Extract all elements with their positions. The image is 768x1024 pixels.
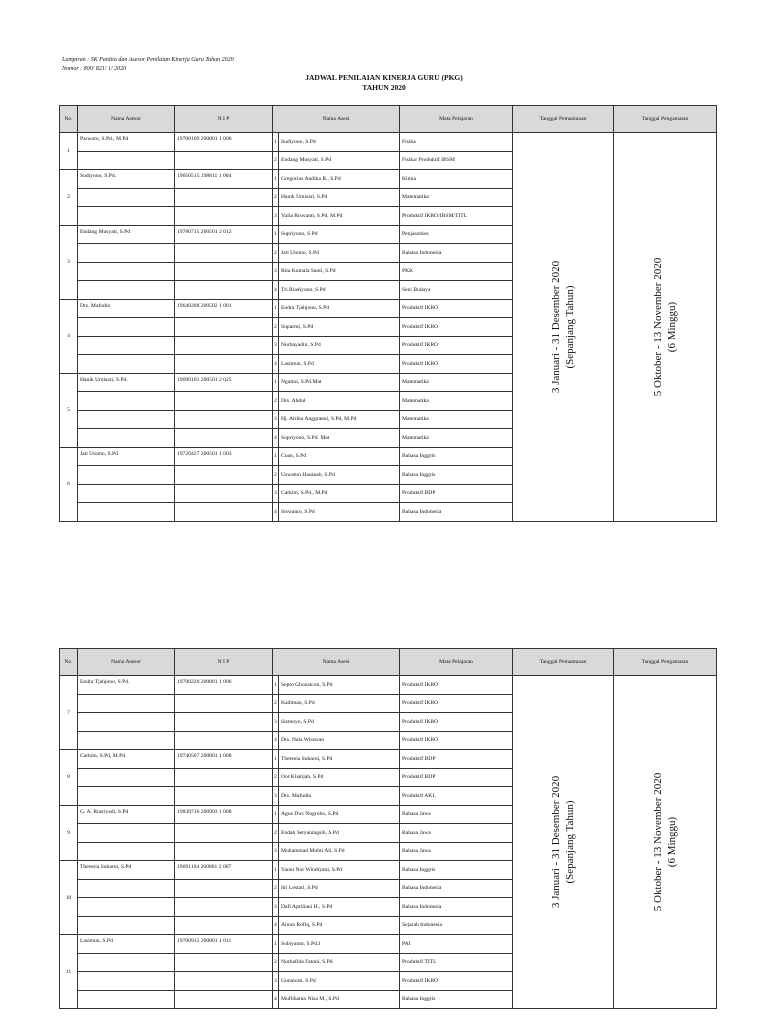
empty-asesor-cell xyxy=(78,484,175,503)
empty-nip-cell xyxy=(175,768,273,787)
empty-nip-cell xyxy=(175,898,273,917)
tanggal-pemantauan-cell xyxy=(513,133,614,522)
asesi-index: 3 xyxy=(273,972,279,991)
empty-asesor-cell xyxy=(78,410,175,429)
asesi-name: Jati Utomo, S.Pd xyxy=(279,244,400,263)
mata-pelajaran: Penjasorkes xyxy=(400,225,513,244)
column-header: No. xyxy=(60,649,78,676)
asesi-name: Dafi Apriliani H., S.Pd xyxy=(279,898,400,917)
asesi-name: Hanik Umisari, S.Pd xyxy=(279,188,400,207)
column-header: No. xyxy=(60,106,78,133)
asesor-nip: 19700220 200801 1 006 xyxy=(175,676,273,695)
mata-pelajaran: Produktif IKRO xyxy=(400,355,513,374)
empty-asesor-cell xyxy=(78,151,175,170)
mata-pelajaran: Produktif AKL xyxy=(400,787,513,806)
asesor-name: Sudiyono, S.Pd. xyxy=(78,170,175,189)
asesi-name: Siswanto, S.Pd xyxy=(279,503,400,522)
asesi-index: 1 xyxy=(273,676,279,695)
mata-pelajaran: Produktif BDP xyxy=(400,768,513,787)
asesi-index: 3 xyxy=(273,207,279,226)
empty-nip-cell xyxy=(175,262,273,281)
mata-pelajaran: PKK xyxy=(400,262,513,281)
empty-nip-cell xyxy=(175,484,273,503)
asesi-name: Drs. Nala Wirawan xyxy=(279,731,400,750)
asesi-index: 2 xyxy=(273,392,279,411)
asesor-nip: 19740507 200801 1 008 xyxy=(175,750,273,769)
empty-nip-cell xyxy=(175,916,273,935)
asesi-name: Sri Lestari, S.Pd xyxy=(279,879,400,898)
column-header: Tanggal Pemantauan xyxy=(513,649,614,676)
asesi-name: Sopriyono, S.Pd. Mat xyxy=(279,429,400,448)
mata-pelajaran: Produktif IKRO xyxy=(400,731,513,750)
asesi-index: 1 xyxy=(273,170,279,189)
document-title: JADWAL PENILAIAN KINERJA GURU (PKG) xyxy=(305,73,463,82)
asesi-name: Yanni Nur Windiyani, S.Pd xyxy=(279,861,400,880)
mata-pelajaran: Produktif IKRO xyxy=(400,972,513,991)
mata-pelajaran: PAI xyxy=(400,935,513,954)
document-reference xyxy=(62,56,234,74)
asesi-name: Muflihatun Nisa M., S.Pd xyxy=(279,990,400,1009)
asesi-name: Theresia Suharni, S.Pd xyxy=(279,750,400,769)
empty-nip-cell xyxy=(175,151,273,170)
empty-nip-cell xyxy=(175,410,273,429)
group-number: 6 xyxy=(60,447,78,521)
asesor-nip: 19700915 200801 1 011 xyxy=(175,935,273,954)
asesi-index: 3 xyxy=(273,410,279,429)
asesor-nip: 19650515 198811 1 004 xyxy=(175,170,273,189)
asesi-index: 2 xyxy=(273,879,279,898)
pengamatan-range: 5 Oktober - 13 November 2020 xyxy=(652,257,665,396)
empty-asesor-cell xyxy=(78,879,175,898)
mata-pelajaran: Sejarah Indonesia xyxy=(400,916,513,935)
asesi-index: 1 xyxy=(273,225,279,244)
empty-nip-cell xyxy=(175,188,273,207)
empty-nip-cell xyxy=(175,281,273,300)
mata-pelajaran: Produktif IKRO xyxy=(400,299,513,318)
asesor-nip: 19690101 200501 2 025 xyxy=(175,373,273,392)
asesi-index: 4 xyxy=(273,355,279,374)
asesi-name: Oot Khatijah, S.Pd xyxy=(279,768,400,787)
asesi-index: 4 xyxy=(273,731,279,750)
asesi-name: Muhammad Muhti Ali, S.Pd xyxy=(279,842,400,861)
group-number: 8 xyxy=(60,750,78,806)
empty-asesor-cell xyxy=(78,392,175,411)
mata-pelajaran: Bahasa Inggris xyxy=(400,466,513,485)
asesi-index: 3 xyxy=(273,484,279,503)
asesi-name: Kadiman, S.Pd xyxy=(279,694,400,713)
mata-pelajaran: Produktif BDP xyxy=(400,484,513,503)
empty-nip-cell xyxy=(175,824,273,843)
header-row xyxy=(60,106,717,133)
asesi-name: Nurhayadin, S.Pd xyxy=(279,336,400,355)
column-header: N I P xyxy=(175,649,273,676)
pemantauan-range: 3 Januari - 31 Desember 2020 xyxy=(550,775,563,909)
asesi-name: Subiyanto, S.Pd.I xyxy=(279,935,400,954)
empty-nip-cell xyxy=(175,787,273,806)
asesi-index: 2 xyxy=(273,151,279,170)
asesi-name: Sudiyono, S.Pd xyxy=(279,133,400,152)
empty-asesor-cell xyxy=(78,207,175,226)
empty-asesor-cell xyxy=(78,713,175,732)
table-row xyxy=(60,676,717,695)
tanggal-pengamatan-cell xyxy=(614,133,717,522)
empty-asesor-cell xyxy=(78,972,175,991)
asesi-name: Nurhafida Fatoni, S.Pd xyxy=(279,953,400,972)
asesi-name: Drs. Abdul xyxy=(279,392,400,411)
tanggal-pengamatan-cell xyxy=(614,676,717,1009)
column-header: Nama Asesi xyxy=(273,649,400,676)
mata-pelajaran: Bahasa Inggris xyxy=(400,861,513,880)
group-number: 5 xyxy=(60,373,78,447)
pengamatan-range: 5 Oktober - 13 November 2020 xyxy=(652,772,665,912)
asesi-name: Lasimun, S.Pd xyxy=(279,355,400,374)
asesor-name: Carkim, S.Pd, M.Pd. xyxy=(78,750,175,769)
mata-pelajaran: Fisika/ Produktif IBSM xyxy=(400,151,513,170)
asesi-name: Suparmi, S.Pd xyxy=(279,318,400,337)
pemantauan-note: (Sepanjang Tahun) xyxy=(564,285,577,369)
empty-asesor-cell xyxy=(78,355,175,374)
empty-asesor-cell xyxy=(78,787,175,806)
empty-asesor-cell xyxy=(78,731,175,750)
empty-asesor-cell xyxy=(78,318,175,337)
empty-asesor-cell xyxy=(78,466,175,485)
empty-asesor-cell xyxy=(78,429,175,448)
asesi-index: 2 xyxy=(273,953,279,972)
asesi-name: Tri Riadiyono, S.Pd xyxy=(279,281,400,300)
tanggal-pengamatan-text xyxy=(651,773,679,911)
asesi-index: 3 xyxy=(273,842,279,861)
asesi-name: Hj. Atrika Anggraeni, S.Pd, M.Pd xyxy=(279,410,400,429)
column-header: Tanggal Pengamatan xyxy=(614,106,717,133)
asesi-name: Gunawan, S.Pd xyxy=(279,972,400,991)
empty-nip-cell xyxy=(175,953,273,972)
pengamatan-note: (6 Minggu) xyxy=(666,816,679,868)
empty-asesor-cell xyxy=(78,244,175,263)
empty-asesor-cell xyxy=(78,990,175,1009)
mata-pelajaran: Produktif IKRO xyxy=(400,318,513,337)
asesi-index: 3 xyxy=(273,898,279,917)
mata-pelajaran: Matematika xyxy=(400,373,513,392)
mata-pelajaran: Bahasa Indonesia xyxy=(400,503,513,522)
asesor-name: Jati Utomo, S.Pd. xyxy=(78,447,175,466)
empty-asesor-cell xyxy=(78,262,175,281)
mata-pelajaran: Seni Budaya xyxy=(400,281,513,300)
schedule-table-2 xyxy=(59,648,717,1009)
asesi-name: Ngatini, S.Pd.Mat xyxy=(279,373,400,392)
pemantauan-note: (Sepanjang Tahun) xyxy=(564,800,577,884)
column-header: Mata Pelajaran xyxy=(400,649,513,676)
asesor-nip: 19830716 200903 1 008 xyxy=(175,805,273,824)
asesi-index: 1 xyxy=(273,861,279,880)
lampiran-line: Lampiran : SK Panitia dan Asesor Penilaian Kinerja Guru Tahun 2020 xyxy=(62,57,234,63)
asesi-index: 2 xyxy=(273,824,279,843)
empty-asesor-cell xyxy=(78,916,175,935)
asesi-name: Uswatun Hasanah, S.Pd xyxy=(279,466,400,485)
empty-nip-cell xyxy=(175,990,273,1009)
asesi-name: Drs. Mafudin xyxy=(279,787,400,806)
mata-pelajaran: Bahasa Indonesia xyxy=(400,244,513,263)
asesi-name: Agus Dwi Nugroho, S.Pd xyxy=(279,805,400,824)
asesi-index: 2 xyxy=(273,318,279,337)
empty-nip-cell xyxy=(175,694,273,713)
empty-nip-cell xyxy=(175,429,273,448)
mata-pelajaran: Matematika xyxy=(400,188,513,207)
empty-nip-cell xyxy=(175,503,273,522)
tanggal-pengamatan-text xyxy=(651,258,679,396)
group-number: 4 xyxy=(60,299,78,373)
schedule-table-1 xyxy=(59,105,717,522)
asesi-index: 4 xyxy=(273,503,279,522)
empty-nip-cell xyxy=(175,392,273,411)
asesi-index: 1 xyxy=(273,935,279,954)
group-number: 7 xyxy=(60,676,78,750)
mata-pelajaran: Produktif TITL xyxy=(400,953,513,972)
asesi-index: 1 xyxy=(273,299,279,318)
mata-pelajaran: Produktif BDP xyxy=(400,750,513,769)
mata-pelajaran: Bahasa Jawa xyxy=(400,824,513,843)
empty-nip-cell xyxy=(175,466,273,485)
asesi-name: Supriyono, S.Pd xyxy=(279,225,400,244)
asesi-index: 1 xyxy=(273,805,279,824)
asesi-index: 4 xyxy=(273,990,279,1009)
empty-asesor-cell xyxy=(78,281,175,300)
column-header: Mata Pelajaran xyxy=(400,106,513,133)
asesi-index: 1 xyxy=(273,133,279,152)
asesi-name: Rita Kumala Santi, S.Pd xyxy=(279,262,400,281)
empty-asesor-cell xyxy=(78,503,175,522)
asesor-nip: 19640208 200502 1 001 xyxy=(175,299,273,318)
asesi-name: Endang Musyati, S.Pd xyxy=(279,151,400,170)
group-number: 10 xyxy=(60,861,78,935)
empty-asesor-cell xyxy=(78,824,175,843)
group-number: 1 xyxy=(60,133,78,170)
mata-pelajaran: Fisika xyxy=(400,133,513,152)
asesor-name: Theresia Suharni, S.Pd xyxy=(78,861,175,880)
empty-nip-cell xyxy=(175,842,273,861)
tanggal-pemantauan-text xyxy=(549,776,577,908)
asesi-index: 2 xyxy=(273,188,279,207)
empty-nip-cell xyxy=(175,207,273,226)
tanggal-pemantauan-cell xyxy=(513,676,614,1009)
mata-pelajaran: Produktif IKRO xyxy=(400,694,513,713)
pengamatan-note: (6 Minggu) xyxy=(666,301,679,352)
asesor-nip: 19780715 200501 2 012 xyxy=(175,225,273,244)
column-header: Nama Asesor xyxy=(78,106,175,133)
nomor-line: Nomor : 800/ 821/ 1/ 2020 xyxy=(62,66,127,72)
mata-pelajaran: Bahasa Jawa xyxy=(400,842,513,861)
asesor-name: Hanik Umisari, S.Pd. xyxy=(78,373,175,392)
mata-pelajaran: Bahasa Inggris xyxy=(400,447,513,466)
asesi-name: Yulia Riswanti, S.Pd, M.Pd xyxy=(279,207,400,226)
empty-asesor-cell xyxy=(78,842,175,861)
asesi-index: 1 xyxy=(273,447,279,466)
asesi-name: Endra Tjahjono, S.Pd xyxy=(279,299,400,318)
asesi-index: 1 xyxy=(273,373,279,392)
tanggal-pemantauan-text xyxy=(549,261,577,393)
document-subtitle: TAHUN 2020 xyxy=(362,83,406,92)
empty-nip-cell xyxy=(175,336,273,355)
asesi-name: Carkim, S.Pd., M.Pd xyxy=(279,484,400,503)
asesor-name: Endang Musyati, S.Pd xyxy=(78,225,175,244)
column-header: N I P xyxy=(175,106,273,133)
empty-nip-cell xyxy=(175,318,273,337)
column-header: Nama Asesor xyxy=(78,649,175,676)
asesi-name: Gregorius Andika R., S.Pd xyxy=(279,170,400,189)
asesor-nip: 19720427 200501 1 003 xyxy=(175,447,273,466)
empty-nip-cell xyxy=(175,244,273,263)
empty-asesor-cell xyxy=(78,336,175,355)
empty-nip-cell xyxy=(175,879,273,898)
column-header: Tanggal Pemantauan xyxy=(513,106,614,133)
group-number: 9 xyxy=(60,805,78,861)
asesi-index: 2 xyxy=(273,244,279,263)
asesor-name: Endra Tjahjono, S.Pd. xyxy=(78,676,175,695)
empty-nip-cell xyxy=(175,355,273,374)
mata-pelajaran: Bahasa Indonesia xyxy=(400,898,513,917)
empty-asesor-cell xyxy=(78,768,175,787)
mata-pelajaran: Bahasa Jawa xyxy=(400,805,513,824)
asesor-name: Parwoto, S.Pd., M.Pd xyxy=(78,133,175,152)
asesi-index: 4 xyxy=(273,429,279,448)
mata-pelajaran: Matematika xyxy=(400,410,513,429)
empty-asesor-cell xyxy=(78,188,175,207)
asesi-index: 4 xyxy=(273,916,279,935)
group-number: 3 xyxy=(60,225,78,299)
mata-pelajaran: Matematika xyxy=(400,392,513,411)
asesi-index: 3 xyxy=(273,262,279,281)
asesi-index: 2 xyxy=(273,466,279,485)
column-header: Nama Asesi xyxy=(273,106,400,133)
asesi-name: Endah Setyaningsih, S.Pd xyxy=(279,824,400,843)
asesor-name: Lasimun, S.Pd xyxy=(78,935,175,954)
header-row xyxy=(60,649,717,676)
group-number: 11 xyxy=(60,935,78,1009)
asesor-name: G. A. Rusriyadi, S.Pd xyxy=(78,805,175,824)
asesi-index: 3 xyxy=(273,336,279,355)
mata-pelajaran: Produktif IKRO/IBSM/TITL xyxy=(400,207,513,226)
pemantauan-range: 3 Januari - 31 Desember 2020 xyxy=(550,260,563,393)
asesi-index: 3 xyxy=(273,787,279,806)
mata-pelajaran: Bahasa Inggris xyxy=(400,990,513,1009)
asesi-index: 2 xyxy=(273,768,279,787)
empty-nip-cell xyxy=(175,713,273,732)
asesi-name: Septo Ghozalcon, S.Pd xyxy=(279,676,400,695)
asesi-name: Sismoyo, S.Pd xyxy=(279,713,400,732)
empty-nip-cell xyxy=(175,972,273,991)
mata-pelajaran: Produktif IKRO xyxy=(400,676,513,695)
empty-asesor-cell xyxy=(78,953,175,972)
asesi-index: 2 xyxy=(273,694,279,713)
group-number: 2 xyxy=(60,170,78,226)
asesi-name: Ainun Rofiq, S.Pd xyxy=(279,916,400,935)
mata-pelajaran: Bahasa Indonesia xyxy=(400,879,513,898)
asesor-nip: 19691104 200801 2 007 xyxy=(175,861,273,880)
table-row xyxy=(60,133,717,152)
asesi-index: 4 xyxy=(273,281,279,300)
asesi-index: 1 xyxy=(273,750,279,769)
asesi-index: 3 xyxy=(273,713,279,732)
empty-asesor-cell xyxy=(78,694,175,713)
empty-nip-cell xyxy=(175,731,273,750)
asesor-name: Drs. Mafudin xyxy=(78,299,175,318)
asesi-name: Coan, S.Pd xyxy=(279,447,400,466)
mata-pelajaran: Kimia xyxy=(400,170,513,189)
mata-pelajaran: Produktif IKRO xyxy=(400,336,513,355)
empty-asesor-cell xyxy=(78,898,175,917)
mata-pelajaran: Produktif IKRO xyxy=(400,713,513,732)
column-header: Tanggal Pengamatan xyxy=(614,649,717,676)
mata-pelajaran: Matematika xyxy=(400,429,513,448)
asesor-nip: 19700109 200801 1 006 xyxy=(175,133,273,152)
